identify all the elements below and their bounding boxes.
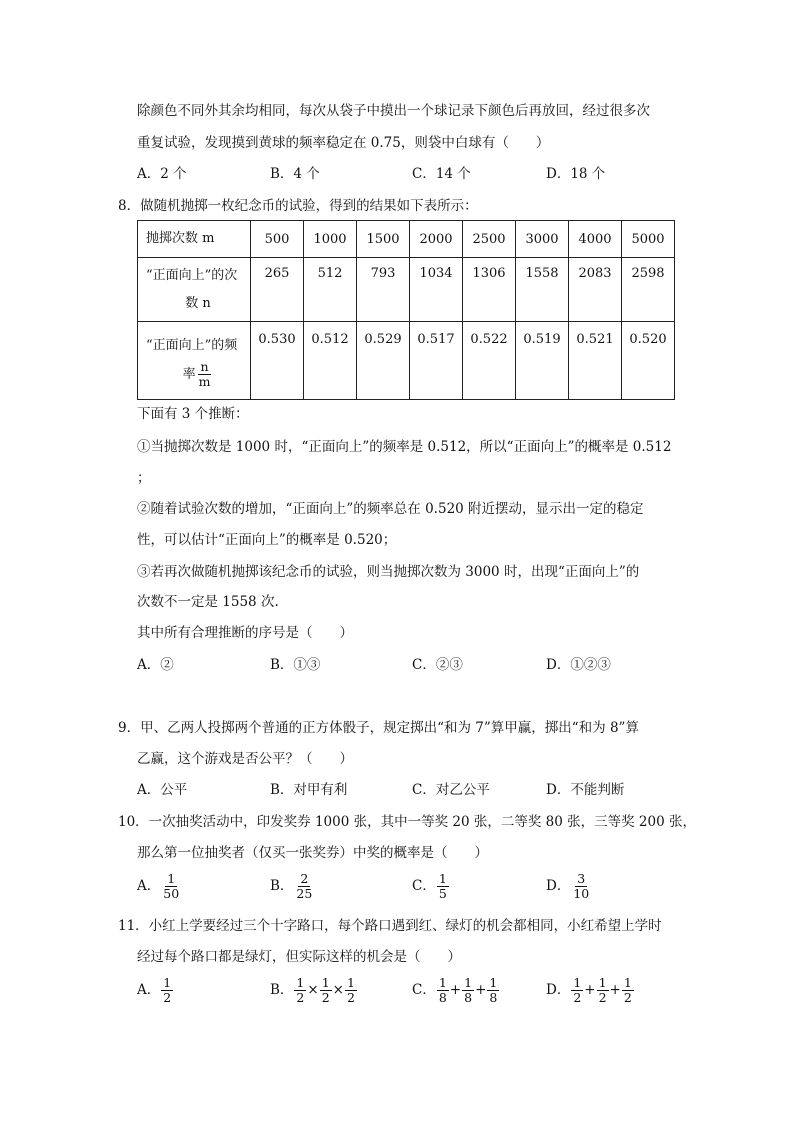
fraction-numerator: 1 bbox=[573, 975, 582, 990]
fraction-numerator: 1 bbox=[296, 975, 305, 990]
fraction-numerator: 1 bbox=[598, 975, 607, 990]
fraction-numerator: 1 bbox=[346, 975, 355, 990]
q7-option-d: D．18 个 bbox=[546, 166, 606, 182]
option-label: A． bbox=[137, 878, 161, 894]
fraction-numerator: 1 bbox=[489, 975, 498, 990]
q11-option-c bbox=[412, 976, 500, 1005]
q8-inference-3: ③若再次做随机抛掷该纪念币的试验，则当抛掷次数为 3000 时，出现“正面向上”的 bbox=[137, 564, 640, 580]
q8-inference-3-cont: 次数不一定是 1558 次. bbox=[137, 594, 279, 610]
fraction bbox=[320, 976, 332, 1005]
table-cell: 0.519 bbox=[516, 322, 569, 400]
q7-option-a: A．2 个 bbox=[137, 166, 187, 182]
q8-option-b: B．①③ bbox=[270, 657, 321, 673]
table-cell: 0.529 bbox=[357, 322, 410, 400]
fraction-numerator: 1 bbox=[167, 871, 176, 886]
plus-sign: + bbox=[475, 982, 487, 998]
fraction-denominator: 8 bbox=[464, 990, 473, 1005]
row-header-text: “正面向上”的次 bbox=[146, 267, 238, 283]
fraction-denominator: 2 bbox=[598, 990, 607, 1005]
q9-option-d: D．不能判断 bbox=[546, 782, 625, 798]
fraction-denominator: 25 bbox=[296, 886, 313, 901]
option-label: A． bbox=[137, 982, 161, 998]
table-cell: 3000 bbox=[516, 221, 569, 258]
q8-option-c: C．②③ bbox=[412, 657, 463, 673]
q10-option-b bbox=[270, 872, 315, 901]
fraction bbox=[487, 976, 499, 1005]
table-cell: 0.512 bbox=[304, 322, 357, 400]
q9-option-c: C．对乙公平 bbox=[412, 782, 490, 798]
fraction-denominator: 50 bbox=[163, 886, 180, 901]
q11-option-b bbox=[270, 976, 358, 1005]
fraction-denominator: 8 bbox=[489, 990, 498, 1005]
fraction-numerator: 1 bbox=[321, 975, 330, 990]
table-cell: 265 bbox=[251, 258, 304, 322]
fraction-numerator: 1 bbox=[438, 871, 447, 886]
fraction-denominator: 10 bbox=[573, 886, 590, 901]
q10-option-d bbox=[546, 872, 592, 901]
fraction bbox=[571, 872, 591, 901]
q10-stem-line2: 那么第一位抽奖者（仅买一张奖券）中奖的概率是（ ） bbox=[137, 845, 488, 861]
row-header-text: 率 bbox=[182, 367, 196, 382]
fraction-numerator: 2 bbox=[300, 871, 309, 886]
q11-option-a bbox=[137, 976, 174, 1005]
fraction-denominator: 2 bbox=[623, 990, 632, 1005]
q7-stem-line2: 重复试验，发现摸到黄球的频率稳定在 0.75，则袋中白球有（ ） bbox=[137, 135, 550, 151]
q9-stem-line1: 9．甲、乙两人投掷两个普通的正方体骰子，规定掷出“和为 7”算甲赢，掷出“和为 8”算 bbox=[118, 720, 639, 736]
fraction-numerator: 1 bbox=[623, 975, 632, 990]
fraction-denominator: 2 bbox=[573, 990, 582, 1005]
table-cell: 1000 bbox=[304, 221, 357, 258]
option-label: C． bbox=[412, 878, 436, 894]
fraction-denominator: 2 bbox=[296, 990, 305, 1005]
table-cell: 1306 bbox=[463, 258, 516, 322]
option-label: B． bbox=[270, 982, 294, 998]
plus-sign: + bbox=[609, 982, 621, 998]
plus-sign: + bbox=[449, 982, 462, 998]
frequency-table bbox=[137, 220, 675, 400]
q7-stem-line1: 除颜色不同外其余均相同，每次从袋子中摸出一个球记录下颜色后再放回，经过很多次 bbox=[137, 103, 650, 119]
times-sign: × bbox=[332, 982, 344, 998]
row-header-throws: 抛掷次数 m bbox=[138, 221, 251, 258]
fraction-n-over-m bbox=[197, 360, 213, 389]
q8-inference-2-cont: 性，可以估计“正面向上”的概率是 0.520； bbox=[137, 532, 397, 548]
q8-stem: 8．做随机抛掷一枚纪念币的试验，得到的结果如下表所示： bbox=[118, 198, 478, 214]
fraction bbox=[462, 976, 474, 1005]
fraction-numerator: n bbox=[200, 359, 209, 374]
q9-option-a: A．公平 bbox=[137, 782, 188, 798]
fraction-denominator: 8 bbox=[438, 990, 447, 1005]
option-label: D． bbox=[546, 878, 571, 894]
table-cell: 1558 bbox=[516, 258, 569, 322]
q9-option-b: B．对甲有利 bbox=[270, 782, 348, 798]
table-cell: 793 bbox=[357, 258, 410, 322]
table-row bbox=[138, 221, 675, 258]
fraction bbox=[294, 872, 314, 901]
table-cell: 2500 bbox=[463, 221, 516, 258]
row-header-heads-frequency bbox=[138, 322, 251, 400]
table-cell: 4000 bbox=[569, 221, 622, 258]
table-cell: 0.522 bbox=[463, 322, 516, 400]
q11-stem-line1: 11．小红上学要经过三个十字路口，每个路口遇到红、绿灯的机会都相同，小红希望上学时 bbox=[118, 918, 662, 934]
q10-stem-line1: 10．一次抽奖活动中，印发奖券 1000 张，其中一等奖 20 张，二等奖 80 张，三等奖 200 张， bbox=[118, 814, 696, 830]
fraction bbox=[161, 976, 173, 1005]
plus-sign: + bbox=[584, 982, 596, 998]
q7-option-b: B．4 个 bbox=[270, 166, 320, 182]
option-label: D． bbox=[546, 982, 571, 998]
table-cell: 5000 bbox=[622, 221, 675, 258]
fraction-denominator: 2 bbox=[321, 990, 330, 1005]
fraction-numerator: 1 bbox=[163, 975, 172, 990]
q8-inference-1: ①当抛掷次数是 1000 时，“正面向上”的频率是 0.512，所以“正面向上”的概率是 0.512 bbox=[137, 439, 672, 455]
table-cell: 0.517 bbox=[410, 322, 463, 400]
q11-stem-line2: 经过每个路口都是绿灯，但实际这样的机会是（ ） bbox=[137, 949, 461, 965]
fraction bbox=[437, 976, 449, 1005]
fraction-denominator: 2 bbox=[163, 990, 172, 1005]
fraction bbox=[437, 872, 449, 901]
table-cell: 2000 bbox=[410, 221, 463, 258]
table-row bbox=[138, 258, 675, 322]
fraction bbox=[597, 976, 609, 1005]
q11-option-d bbox=[546, 976, 635, 1005]
q10-option-a bbox=[137, 872, 182, 901]
fraction bbox=[345, 976, 357, 1005]
table-cell: 0.530 bbox=[251, 322, 304, 400]
fraction bbox=[161, 872, 181, 901]
table-cell: 0.520 bbox=[622, 322, 675, 400]
fraction-denominator: m bbox=[198, 374, 211, 389]
fraction bbox=[571, 976, 583, 1005]
q9-stem-line2: 乙赢，这个游戏是否公平？（ ） bbox=[137, 751, 353, 767]
table-cell: 2083 bbox=[569, 258, 622, 322]
table-cell: 512 bbox=[304, 258, 357, 322]
fraction-denominator: 5 bbox=[438, 886, 447, 901]
table-cell: 0.521 bbox=[569, 322, 622, 400]
option-label: B． bbox=[270, 878, 294, 894]
fraction-denominator: 2 bbox=[346, 990, 355, 1005]
row-header-heads-count bbox=[138, 258, 251, 322]
fraction bbox=[622, 976, 634, 1005]
q10-option-c bbox=[412, 872, 450, 901]
fraction-numerator: 1 bbox=[464, 975, 473, 990]
q8-intro: 下面有 3 个推断： bbox=[137, 406, 249, 422]
q8-inference-1-end: ； bbox=[137, 470, 151, 486]
q8-option-d: D．①②③ bbox=[546, 657, 611, 673]
fraction-numerator: 3 bbox=[577, 871, 586, 886]
q8-inference-2: ②随着试验次数的增加，“正面向上”的频率总在 0.520 附近摆动，显示出一定的稳定 bbox=[137, 501, 644, 517]
q7-option-c: C．14 个 bbox=[412, 166, 471, 182]
table-cell: 1034 bbox=[410, 258, 463, 322]
table-cell: 500 bbox=[251, 221, 304, 258]
table-row bbox=[138, 322, 675, 400]
q8-question: 其中所有合理推断的序号是（ ） bbox=[137, 625, 353, 641]
fraction-numerator: 1 bbox=[438, 975, 447, 990]
table-cell: 1500 bbox=[357, 221, 410, 258]
q8-option-a: A．② bbox=[137, 657, 174, 673]
row-header-text: “正面向上”的频 bbox=[146, 338, 238, 353]
fraction bbox=[294, 976, 306, 1005]
option-label: C． bbox=[412, 982, 436, 998]
times-sign: × bbox=[307, 982, 319, 998]
table-cell: 2598 bbox=[622, 258, 675, 322]
row-header-text: 数 n bbox=[185, 295, 211, 311]
